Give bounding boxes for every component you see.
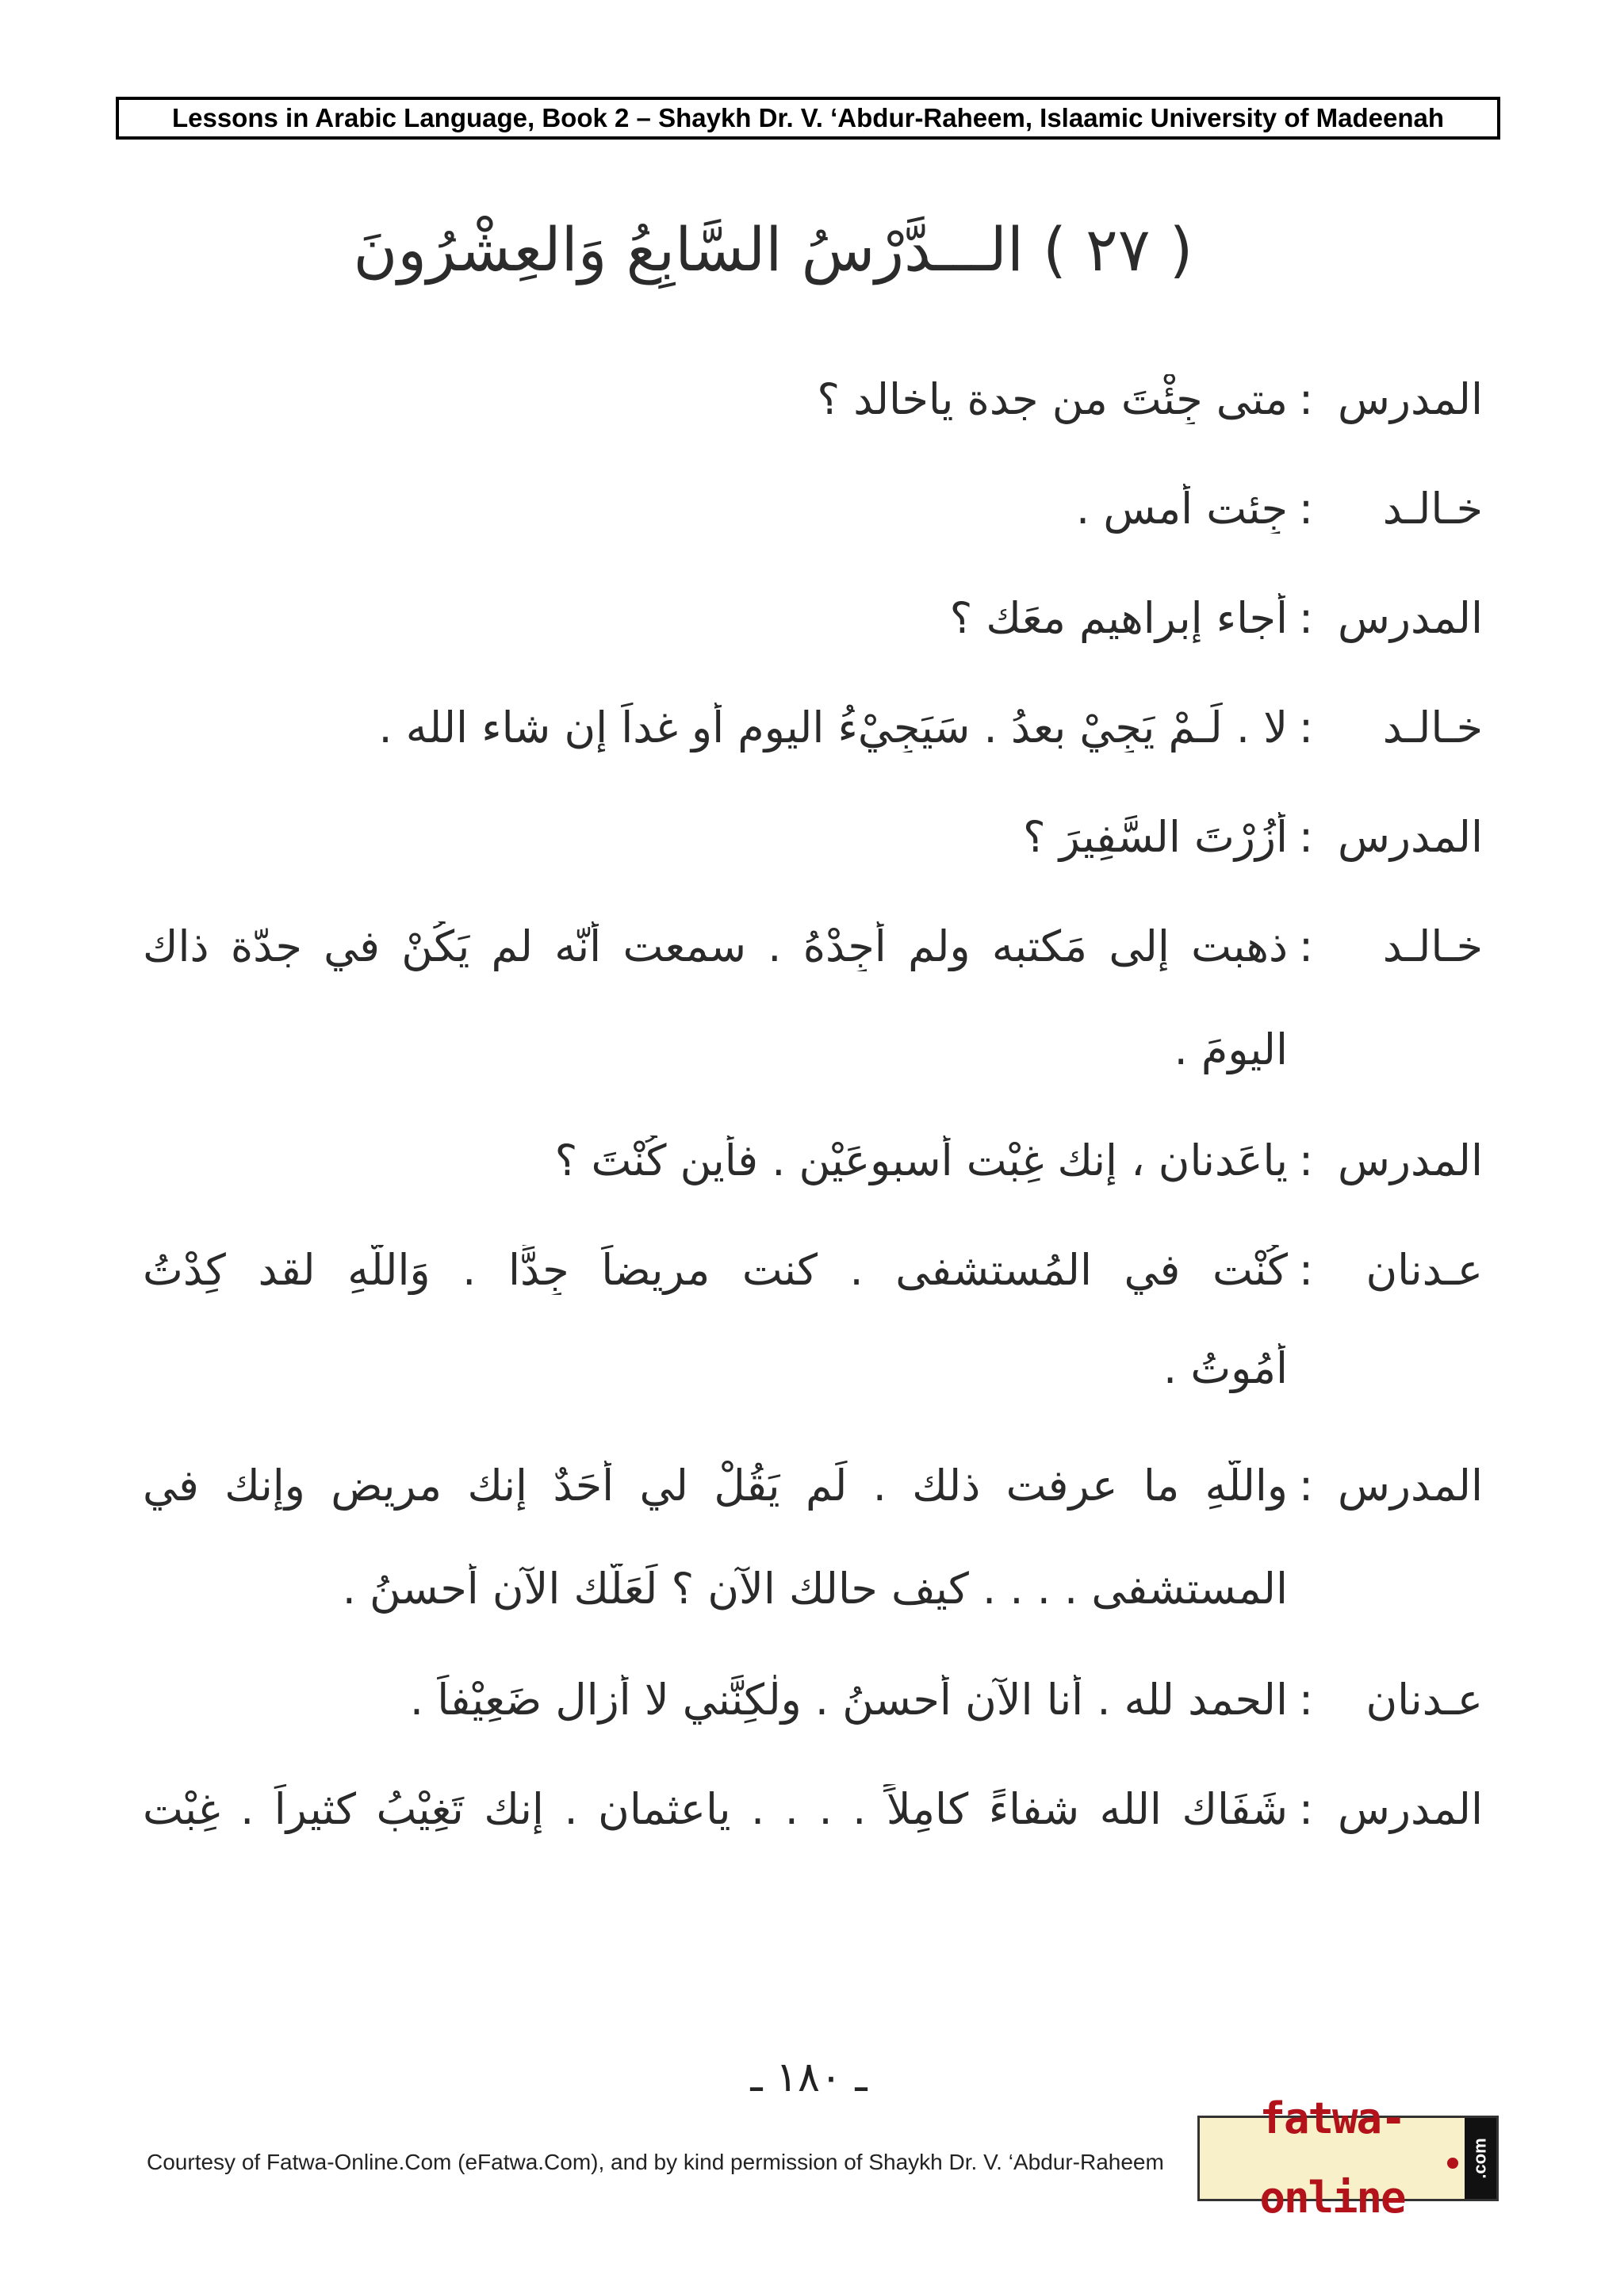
- dialogue-line: [143, 1122, 1483, 1198]
- logo-text: fatwa-online: [1259, 2093, 1405, 2223]
- speaker-name: خـالـد: [1382, 921, 1483, 971]
- lesson-title: ( ٢٧ ) الـــدَّرْسُ السَّابِعُ وَالعِشْرُونَ: [353, 214, 1193, 285]
- dialogue-line: [143, 361, 1483, 437]
- dialogue-line: [143, 580, 1483, 656]
- dialogue-text: أَمُوتُ .: [1163, 1342, 1288, 1393]
- speaker-colon: :: [1298, 1674, 1314, 1725]
- speaker-colon: :: [1298, 1244, 1314, 1295]
- speaker-name: عـدنان: [1365, 1674, 1483, 1725]
- speaker-name: المدرس: [1337, 1783, 1483, 1834]
- speaker-name: خـالـد: [1382, 702, 1483, 753]
- fatwa-online-logo: [1197, 2093, 1499, 2223]
- dialogue-line: [143, 1447, 1483, 1523]
- dialogue-text: ذهبت إلى مَكتبه ولم أَجِدْهُ . سمعت أنّه لم يَكُنْ في جدّة ذاك: [143, 921, 1288, 971]
- dialogue-text: متى جِئْتَ من جدة ياخالد ؟: [817, 373, 1288, 424]
- speaker-colon: :: [1298, 1460, 1314, 1511]
- dialogue-text: شَفَاك الله شفاءً كامِلاً . . . . ياعثمان . إنك تَغِيْبُ كثيراً . غِبْت: [143, 1783, 1288, 1834]
- logo-com-tab: [1465, 2118, 1496, 2199]
- dialogue-line: [143, 1661, 1483, 1737]
- dialogue-text: ياعَدنان ، إنك غِبْت أُسبوعَيْن . فأين كُنْتَ ؟: [554, 1135, 1288, 1185]
- dialogue-line: [143, 689, 1483, 765]
- logo-dot-icon: [1447, 2158, 1458, 2169]
- dialogue-line: [143, 798, 1483, 875]
- dialogue-text: أجاء إبراهيم معَك ؟: [949, 592, 1288, 643]
- dialogue-continuation: [143, 1550, 1483, 1626]
- dialogue-continuation: [143, 1330, 1483, 1406]
- dialogue-text: كُنْت في المُستشفى . كنت مريضاً جِدًّا . وَاللّهِ لقد كِدْتُ: [143, 1244, 1288, 1295]
- dialogue-text: الحمد لله . أنا الآن أحسنُ . ولٰكِنَّني لا أزال ضَعِيْفاً .: [409, 1674, 1288, 1725]
- speaker-colon: :: [1298, 921, 1314, 971]
- speaker-name: عـدنان: [1365, 1244, 1483, 1295]
- dialogue-line: [143, 470, 1483, 546]
- dialogue-text: أزُرْتَ السَّفِيرَ ؟: [1022, 811, 1288, 862]
- speaker-name: المدرس: [1337, 811, 1483, 862]
- speaker-colon: :: [1298, 1135, 1314, 1185]
- header-text: Lessons in Arabic Language, Book 2 – Shaykh Dr. V. ‘Abdur-Raheem, Islaamic University of Madeenah: [171, 103, 1445, 132]
- speaker-name: المدرس: [1337, 373, 1483, 424]
- dialogue-text: جِئت أمس .: [1076, 483, 1288, 534]
- speaker-colon: :: [1298, 702, 1314, 753]
- book-header: [116, 97, 1500, 140]
- speaker-name: المدرس: [1337, 1135, 1483, 1185]
- speaker-colon: :: [1298, 811, 1314, 862]
- speaker-name: المدرس: [1337, 592, 1483, 643]
- speaker-name: المدرس: [1337, 1460, 1483, 1511]
- dialogue-continuation: [143, 1011, 1483, 1087]
- speaker-name: خـالـد: [1382, 483, 1483, 534]
- speaker-colon: :: [1298, 373, 1314, 424]
- speaker-colon: :: [1298, 1783, 1314, 1834]
- footer-credit: Courtesy of Fatwa-Online.Com (eFatwa.Com), and by kind permission of Shaykh Dr. V. ‘Abdur-Raheem: [147, 2150, 1164, 2174]
- dialogue-line: [143, 1771, 1483, 1847]
- dialogue-text: اليومَ .: [1174, 1024, 1288, 1074]
- speaker-colon: :: [1298, 483, 1314, 534]
- speaker-colon: :: [1298, 592, 1314, 643]
- dialogue-text: المستشفى . . . . كيف حالك الآن ؟ لَعَلَّك الآن أحسنُ .: [342, 1563, 1288, 1614]
- dialogue-text: لا . لَـمْ يَجِيْ بعدُ . سَيَجِيْءُ اليوم أو غداً إن شاء الله .: [378, 702, 1288, 753]
- dialogue-line: [143, 1231, 1483, 1308]
- dialogue-text: واللّهِ ما عرفت ذلك . لَم يَقُلْ لي أَحَدٌ إنك مريض وإنك في: [143, 1460, 1288, 1511]
- page-number: ـ ١٨٠ ـ: [750, 2054, 868, 2101]
- logo-tab-text: .com: [1470, 2138, 1491, 2179]
- dialogue-line: [143, 908, 1483, 984]
